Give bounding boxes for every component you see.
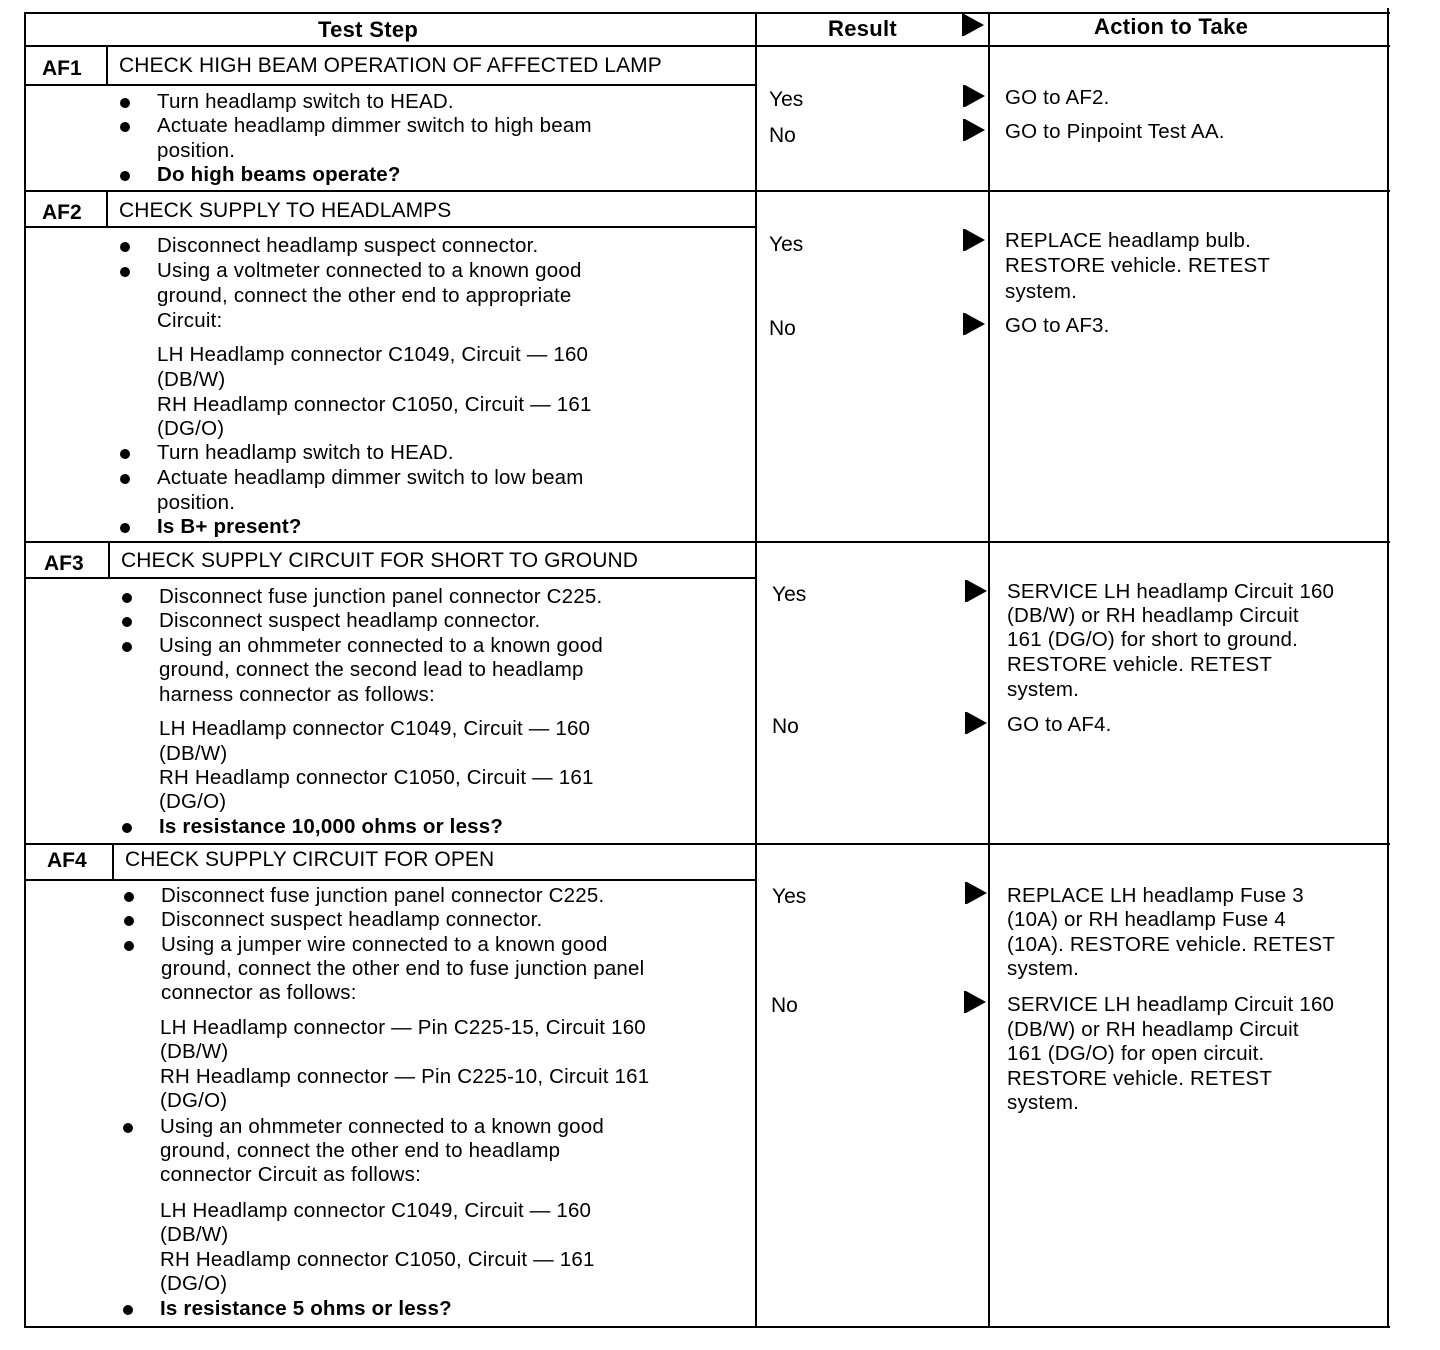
af4-line: ground, connect the other end to headlamp	[160, 1139, 561, 1162]
arrow-icon	[965, 313, 985, 335]
arrow-icon	[965, 85, 985, 107]
af3-result-yes: Yes	[772, 583, 807, 606]
af1-line: position.	[157, 139, 236, 162]
af3-line: RH Headlamp connector C1050, Circuit — 161	[159, 766, 594, 789]
bullet-icon	[124, 916, 134, 926]
arrow-icon	[967, 882, 987, 904]
af1-result-no: No	[769, 124, 796, 147]
af4-id: AF4	[47, 849, 87, 872]
af3-line: (DB/W)	[159, 742, 228, 765]
af2-id: AF2	[42, 201, 82, 224]
af1-line: Actuate headlamp dimmer switch to high beam	[157, 114, 592, 137]
bullet-icon	[124, 941, 134, 951]
af2-line: Disconnect headlamp suspect connector.	[157, 234, 539, 257]
af2-id-divider	[106, 191, 108, 227]
af3-line: ground, connect the second lead to headlamp	[159, 658, 584, 681]
af2-title: CHECK SUPPLY TO HEADLAMPS	[119, 199, 452, 222]
af4-line: Using an ohmmeter connected to a known good	[160, 1115, 604, 1138]
bullet-icon	[122, 823, 132, 833]
af1-action-no: GO to Pinpoint Test AA.	[1005, 120, 1225, 143]
af1-title: CHECK HIGH BEAM OPERATION OF AFFECTED LAMP	[119, 54, 662, 77]
table-right-border	[1387, 8, 1389, 1328]
af1-question: Do high beams operate?	[157, 163, 401, 186]
af3-question: Is resistance 10,000 ohms or less?	[159, 815, 504, 838]
arrow-icon	[966, 991, 986, 1013]
af4-action-yes: REPLACE LH headlamp Fuse 3	[1007, 884, 1304, 907]
af3-id: AF3	[44, 552, 84, 575]
af1-line: Turn headlamp switch to HEAD.	[157, 90, 454, 113]
af4-line: RH Headlamp connector — Pin C225-10, Circuit 161	[160, 1065, 650, 1088]
bullet-icon	[120, 523, 130, 533]
af3-title: CHECK SUPPLY CIRCUIT FOR SHORT TO GROUND	[121, 549, 639, 572]
af3-result-no: No	[772, 715, 799, 738]
af2-line: position.	[157, 491, 236, 514]
af4-line: (DG/O)	[160, 1089, 228, 1112]
af3-action-yes: 161 (DG/O) for short to ground.	[1007, 628, 1299, 651]
af4-line: Using a jumper wire connected to a known good	[161, 933, 608, 956]
af3-action-yes: SERVICE LH headlamp Circuit 160	[1007, 580, 1335, 603]
af2-line: Turn headlamp switch to HEAD.	[157, 441, 454, 464]
column-divider-action	[988, 12, 990, 1328]
af3-action-no: GO to AF4.	[1007, 713, 1112, 736]
af4-id-divider	[112, 844, 114, 880]
af4-title-underline	[24, 879, 757, 881]
section-divider-af3	[24, 541, 1390, 543]
bullet-icon	[120, 449, 130, 459]
bullet-icon	[120, 171, 130, 181]
af4-action-yes: (10A) or RH headlamp Fuse 4	[1007, 908, 1286, 931]
af3-action-yes: system.	[1007, 678, 1080, 701]
bullet-icon	[123, 1123, 133, 1133]
af2-action-yes: REPLACE headlamp bulb.	[1005, 229, 1251, 252]
section-divider-af2	[24, 190, 1390, 192]
af2-line: LH Headlamp connector C1049, Circuit — 160	[157, 343, 589, 366]
arrow-icon	[965, 119, 985, 141]
header-result: Result	[828, 16, 898, 41]
af4-line: (DB/W)	[160, 1223, 229, 1246]
af1-id-divider	[106, 46, 108, 84]
af4-line: ground, connect the other end to fuse junction panel	[161, 957, 645, 980]
arrow-icon	[967, 712, 987, 734]
bullet-icon	[120, 474, 130, 484]
table-bottom-border	[24, 1326, 1390, 1328]
af3-line: Using an ohmmeter connected to a known good	[159, 634, 603, 657]
af4-action-no: SERVICE LH headlamp Circuit 160	[1007, 993, 1335, 1016]
bullet-icon	[124, 892, 134, 902]
af2-line: (DG/O)	[157, 417, 225, 440]
af4-action-no: RESTORE vehicle. RETEST	[1007, 1067, 1273, 1090]
bullet-icon	[122, 593, 132, 603]
column-divider-result	[755, 12, 757, 1328]
af3-line: (DG/O)	[159, 790, 227, 813]
af2-line: ground, connect the other end to appropriate	[157, 284, 572, 307]
af2-action-no: GO to AF3.	[1005, 314, 1110, 337]
bullet-icon	[120, 267, 130, 277]
af2-result-no: No	[769, 317, 796, 340]
bullet-icon	[120, 242, 130, 252]
af4-title: CHECK SUPPLY CIRCUIT FOR OPEN	[125, 848, 495, 871]
bullet-icon	[123, 1305, 133, 1315]
header-bottom-border	[24, 45, 1390, 47]
af4-result-yes: Yes	[772, 885, 807, 908]
af3-line: Disconnect fuse junction panel connector C225.	[159, 585, 603, 608]
af1-title-underline	[24, 84, 757, 86]
af3-action-yes: RESTORE vehicle. RETEST	[1007, 653, 1273, 676]
af3-action-yes: (DB/W) or RH headlamp Circuit	[1007, 604, 1299, 627]
af4-question: Is resistance 5 ohms or less?	[160, 1297, 452, 1320]
section-divider-af4	[24, 843, 1390, 845]
bullet-icon	[120, 122, 130, 132]
table-left-border	[24, 12, 26, 1328]
af1-id: AF1	[42, 57, 82, 80]
af2-action-yes: RESTORE vehicle. RETEST	[1005, 254, 1271, 277]
af2-question: Is B+ present?	[157, 515, 302, 538]
af4-line: LH Headlamp connector — Pin C225-15, Circuit 160	[160, 1016, 646, 1039]
af4-line: RH Headlamp connector C1050, Circuit — 161	[160, 1248, 595, 1271]
arrow-icon	[967, 580, 987, 602]
af4-action-no: 161 (DG/O) for open circuit.	[1007, 1042, 1265, 1065]
af1-result-yes: Yes	[769, 88, 804, 111]
af2-line: Actuate headlamp dimmer switch to low beam	[157, 466, 584, 489]
af3-line: LH Headlamp connector C1049, Circuit — 160	[159, 717, 591, 740]
af4-line: Disconnect fuse junction panel connector C225.	[161, 884, 605, 907]
af4-action-no: system.	[1007, 1091, 1080, 1114]
af4-action-no: (DB/W) or RH headlamp Circuit	[1007, 1018, 1299, 1041]
af3-title-underline	[24, 577, 757, 579]
af2-title-underline	[24, 226, 757, 228]
bullet-icon	[122, 617, 132, 627]
af4-line: connector Circuit as follows:	[160, 1163, 422, 1186]
af4-line: (DB/W)	[160, 1040, 229, 1063]
bullet-icon	[122, 642, 132, 652]
af2-line: RH Headlamp connector C1050, Circuit — 161	[157, 393, 592, 416]
af4-action-yes: (10A). RESTORE vehicle. RETEST	[1007, 933, 1336, 956]
af2-line: (DB/W)	[157, 368, 226, 391]
header-arrow-icon	[964, 14, 984, 36]
af4-line: LH Headlamp connector C1049, Circuit — 160	[160, 1199, 592, 1222]
af4-line: (DG/O)	[160, 1272, 228, 1295]
af3-id-divider	[108, 542, 110, 578]
af4-action-yes: system.	[1007, 957, 1080, 980]
af1-action-yes: GO to AF2.	[1005, 86, 1110, 109]
af4-result-no: No	[771, 994, 798, 1017]
af3-line: harness connector as follows:	[159, 683, 435, 706]
af2-line: Using a voltmeter connected to a known good	[157, 259, 582, 282]
header-action: Action to Take	[1094, 14, 1249, 39]
af4-line: Disconnect suspect headlamp connector.	[161, 908, 543, 931]
af3-line: Disconnect suspect headlamp connector.	[159, 609, 541, 632]
af2-action-yes: system.	[1005, 280, 1078, 303]
arrow-icon	[965, 229, 985, 251]
bullet-icon	[120, 98, 130, 108]
af4-line: connector as follows:	[161, 981, 357, 1004]
header-test-step: Test Step	[318, 17, 419, 42]
af2-line: Circuit:	[157, 309, 223, 332]
af2-result-yes: Yes	[769, 233, 804, 256]
